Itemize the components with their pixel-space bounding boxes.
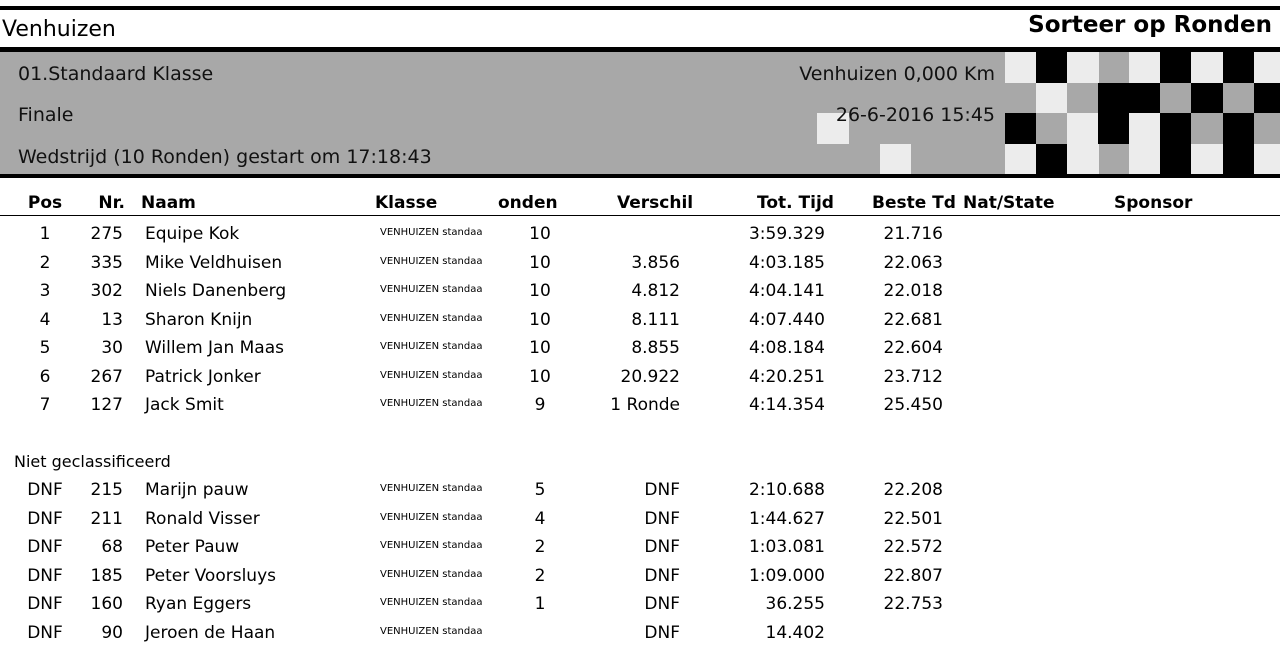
not_classified-beste: 22.753 [883,594,943,614]
classified-verschil: 8.855 [631,338,680,358]
venue-title: Venhuizen [2,17,116,42]
classified-verschil: 3.856 [631,252,680,273]
classified-naam: Niels Danenberg [145,281,287,301]
classified-beste: 22.018 [883,281,943,301]
classified-tot: 3:59.329 [748,224,825,244]
classified-nr: 335 [90,252,123,273]
classified-pos: 1 [39,224,51,244]
classified-ronden: 10 [529,366,551,387]
classified-klasse: VENHUIZEN standaa [380,255,483,267]
not_classified-beste: 22.572 [883,537,943,557]
not_classified-pos: DNF [27,622,63,643]
session-name: Finale [18,104,74,126]
classified-nr: 267 [90,366,123,387]
not_classified-ronden: 5 [534,480,546,500]
not_classified-klasse: VENHUIZEN standaa [380,597,483,608]
not_classified-beste: 22.807 [883,565,943,586]
race-datetime: 26-6-2016 15:45 [835,104,995,126]
classified-naam: Jack Smit [145,395,224,415]
classified-klasse: VENHUIZEN standaa [380,312,483,324]
not_classified-tot: 1:09.000 [748,565,825,586]
not_classified-pos: DNF [27,565,63,586]
header-underline [0,215,1280,216]
class-name: 01.Standaard Klasse [18,63,214,85]
classified-pos: 5 [39,338,51,358]
classified-pos: 2 [39,252,51,273]
not_classified-naam: Jeroen de Haan [145,622,276,643]
classified-verschil: 8.111 [631,309,680,330]
classified-ronden: 10 [529,252,551,273]
track-info: Venhuizen 0,000 Km [799,63,995,85]
classified-ronden: 9 [534,395,546,415]
not_classified-naam: Peter Pauw [145,537,240,557]
classified-beste: 25.450 [883,395,943,415]
classified-nr: 302 [90,281,123,301]
classified-tot: 4:04.141 [748,281,825,301]
classified-beste: 22.604 [883,338,943,358]
col-tot-tijd: Tot. Tijd [757,193,834,213]
classified-pos: 3 [39,281,51,301]
classified-verschil: 1 Ronde [610,395,680,415]
not_classified-verschil: DNF [644,508,680,529]
not_classified-nr: 90 [101,622,123,643]
info-bottom-rule [0,174,1280,178]
classified-beste: 23.712 [883,366,943,387]
classified-klasse: VENHUIZEN standaa [380,284,483,295]
not_classified-pos: DNF [27,508,63,529]
not_classified-tot: 36.255 [765,594,825,614]
not_classified-klasse: VENHUIZEN standaa [380,568,483,580]
classified-nr: 275 [90,224,123,244]
not_classified-nr: 185 [90,565,123,586]
classified-ronden: 10 [529,309,551,330]
classified-tot: 4:14.354 [748,395,825,415]
classified-pos: 6 [39,366,51,387]
classified-ronden: 10 [529,281,551,301]
not_classified-klasse: VENHUIZEN standaa [380,511,483,523]
not_classified-beste: 22.501 [883,508,943,529]
classified-klasse: VENHUIZEN standaa [380,398,483,409]
not_classified-tot: 2:10.688 [748,480,825,500]
sort-label[interactable]: Sorteer op Ronden [1028,12,1272,38]
classified-pos: 7 [39,395,51,415]
not_classified-verschil: DNF [644,565,680,586]
not_classified-verschil: DNF [644,594,680,614]
classified-verschil: 4.812 [631,281,680,301]
classified-nr: 13 [101,309,123,330]
not_classified-tot: 14.402 [765,622,825,643]
race-info-panel [0,52,1280,174]
classified-beste: 21.716 [883,224,943,244]
not_classified-tot: 1:44.627 [748,508,825,529]
classified-tot: 4:03.185 [748,252,825,273]
not_classified-nr: 211 [90,508,123,529]
classified-verschil: 20.922 [620,366,680,387]
not_classified-pos: DNF [27,480,63,500]
classified-ronden: 10 [529,224,551,244]
not_classified-pos: DNF [27,594,63,614]
classified-klasse: VENHUIZEN standaa [380,369,483,381]
classified-naam: Willem Jan Maas [145,338,284,358]
not_classified-verschil: DNF [644,480,680,500]
not_classified-klasse: VENHUIZEN standaa [380,540,483,551]
not_classified-verschil: DNF [644,537,680,557]
col-pos: Pos [27,193,63,213]
not_classified-ronden: 1 [534,594,546,614]
col-verschil: Verschil [617,193,694,213]
classified-tot: 4:07.440 [748,309,825,330]
col-naam: Naam [141,193,196,213]
col-ronden: onden [498,193,558,213]
not_classified-naam: Marijn pauw [145,480,249,500]
classified-ronden: 10 [529,338,551,358]
classified-naam: Mike Veldhuisen [145,252,283,273]
classified-naam: Equipe Kok [145,224,240,244]
classified-tot: 4:08.184 [748,338,825,358]
not_classified-naam: Ronald Visser [145,508,260,529]
not_classified-naam: Ryan Eggers [145,594,252,614]
classified-naam: Patrick Jonker [145,366,261,387]
col-nr: Nr. [98,193,125,213]
not_classified-naam: Peter Voorsluys [145,565,276,586]
not_classified-ronden: 2 [534,537,546,557]
race-info: Wedstrijd (10 Ronden) gestart om 17:18:43 [18,146,432,168]
classified-klasse: VENHUIZEN standaa [380,227,483,238]
not_classified-nr: 68 [101,537,123,557]
not_classified-ronden: 2 [534,565,546,586]
top-rule [0,6,1280,10]
col-beste-td: Beste Td [872,193,956,213]
col-sponsor: Sponsor [1114,193,1193,213]
not_classified-nr: 215 [90,480,123,500]
classified-tot: 4:20.251 [748,366,825,387]
not_classified-ronden: 4 [534,508,546,529]
not_classified-klasse: VENHUIZEN standaa [380,625,483,637]
classified-klasse: VENHUIZEN standaa [380,341,483,352]
col-klasse: Klasse [375,193,438,213]
col-nat-state: Nat/State [963,193,1055,213]
not_classified-verschil: DNF [644,622,680,643]
not_classified-nr: 160 [90,594,123,614]
not_classified-tot: 1:03.081 [748,537,825,557]
classified-naam: Sharon Knijn [145,309,253,330]
classified-nr: 30 [101,338,123,358]
not_classified-klasse: VENHUIZEN standaa [380,483,483,494]
classified-beste: 22.681 [883,309,943,330]
classified-nr: 127 [90,395,123,415]
not_classified-beste: 22.208 [883,480,943,500]
classified-pos: 4 [39,309,51,330]
classified-beste: 22.063 [883,252,943,273]
not_classified-pos: DNF [27,537,63,557]
not-classified-heading: Niet geclassificeerd [14,452,171,471]
